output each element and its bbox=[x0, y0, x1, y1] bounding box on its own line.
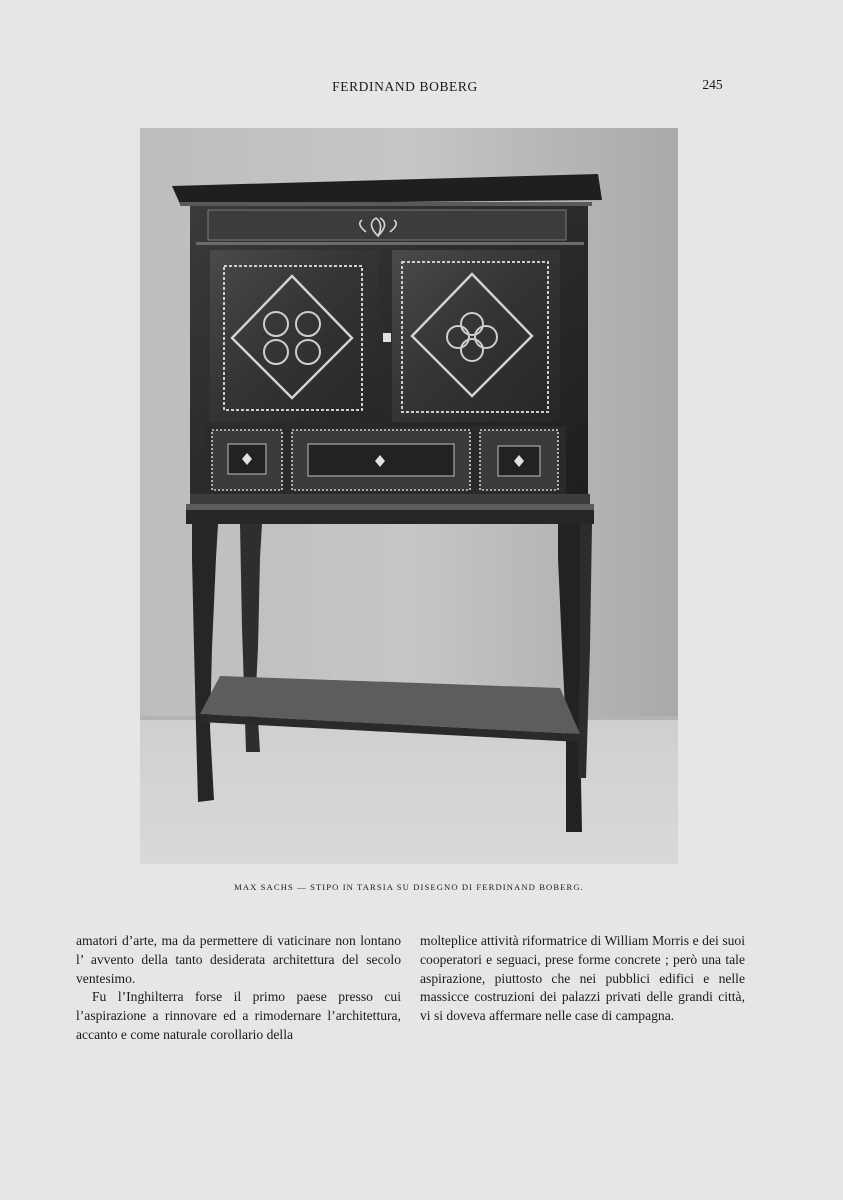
cabinet-frieze bbox=[208, 210, 566, 240]
paragraph: molteplice attività riformatrice di William Morris e dei suoi cooperatori e seguaci, prese forme concrete ; però una tale aspirazione, piuttosto che nei pubblici edifici e nelle massicce costruzioni dei palazzi privati delle grandi città, vi si doveva affermare nelle case di campagna. bbox=[420, 933, 745, 1024]
running-title: FERDINAND BOBERG bbox=[332, 79, 478, 94]
running-head bbox=[0, 79, 843, 99]
right-drawer bbox=[480, 430, 558, 490]
cabinet-base-rail bbox=[186, 510, 594, 524]
floor bbox=[140, 718, 678, 864]
left-drawer bbox=[212, 430, 282, 490]
paragraph: Fu l’Inghilterra forse il primo paese presso cui l’aspirazione a rinnovare ed a rimodernare l’architettura, accanto e come naturale corollario della bbox=[76, 989, 401, 1042]
cabinet-photograph bbox=[140, 128, 678, 864]
page-number: 245 bbox=[702, 77, 723, 92]
paragraph: amatori d’arte, ma da permettere di vaticinare non lontano l’ avvento della tanto desiderata architettura del secolo ventesimo. bbox=[76, 933, 401, 986]
cabinet-illustration bbox=[140, 128, 678, 864]
door-keyhole-plate bbox=[383, 333, 391, 342]
center-drawer bbox=[292, 430, 470, 490]
left-text-column bbox=[76, 932, 401, 1045]
left-door-panel bbox=[210, 250, 378, 422]
right-text-column bbox=[420, 932, 745, 1026]
figure-caption: MAX SACHS — STIPO IN TARSIA SU DISEGNO DI FERDINAND BOBERG. bbox=[234, 882, 584, 892]
right-door-panel bbox=[392, 250, 560, 422]
